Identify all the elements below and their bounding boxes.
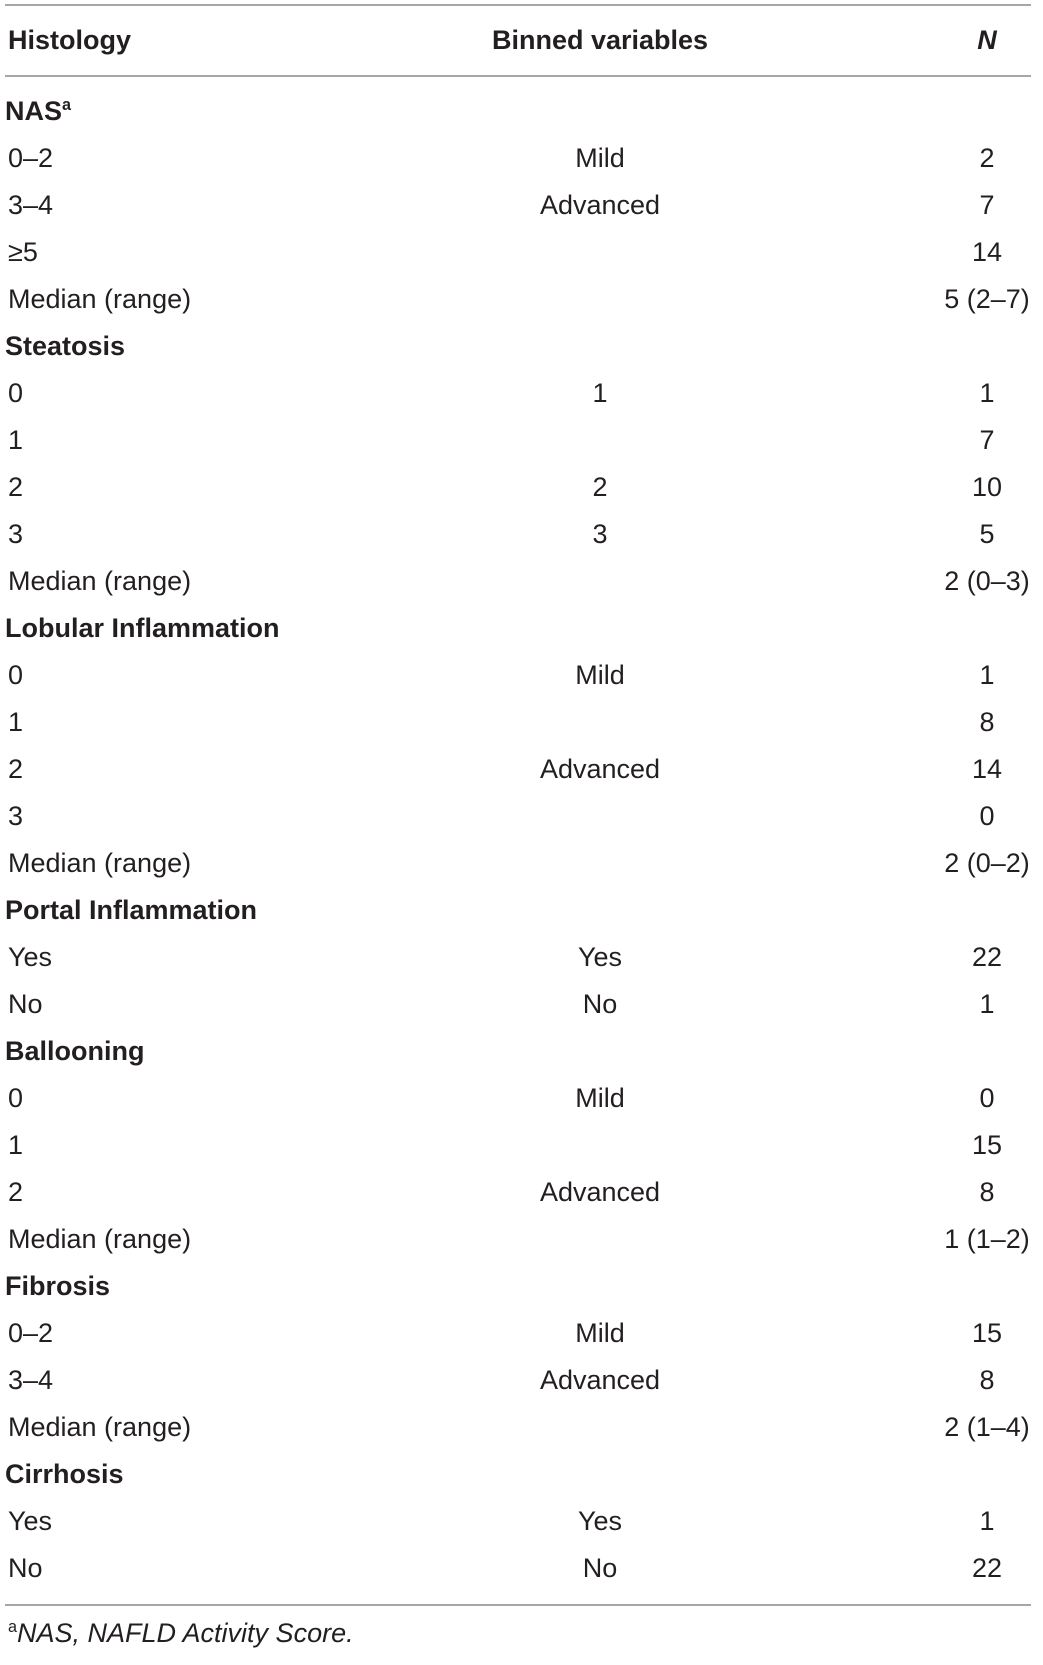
table-header-row xyxy=(0,6,1043,75)
table-row xyxy=(0,229,1043,276)
binned-variable-cell: Yes xyxy=(577,942,623,972)
table-row xyxy=(0,1216,1043,1263)
section-heading-row xyxy=(0,88,1043,135)
binned-variable-cell: 3 xyxy=(592,519,608,549)
n-cell: 2 (0–3) xyxy=(944,566,1030,596)
n-cell: 2 (1–4) xyxy=(944,1412,1030,1442)
n-cell: 22 xyxy=(971,1553,1003,1583)
histology-cell: 0 xyxy=(8,1083,24,1113)
table-row xyxy=(0,370,1043,417)
section-title-cell xyxy=(5,605,280,652)
table-row xyxy=(0,1122,1043,1169)
section-title-cell xyxy=(5,1451,124,1498)
section-title-footnote-marker: a xyxy=(62,96,72,114)
histology-cell: 3 xyxy=(8,801,24,831)
n-cell: 0 xyxy=(979,1083,995,1113)
binned-variable-cell: Mild xyxy=(575,1318,625,1348)
table-row xyxy=(0,840,1043,887)
bottom-rule xyxy=(5,1604,1031,1606)
footnote xyxy=(8,1612,354,1654)
n-cell: 0 xyxy=(979,801,995,831)
table-row xyxy=(0,464,1043,511)
histology-cell: 2 xyxy=(8,1177,24,1207)
table-row xyxy=(0,981,1043,1028)
histology-cell: 2 xyxy=(8,472,24,502)
n-cell: 15 xyxy=(971,1130,1003,1160)
histology-cell: Median (range) xyxy=(8,284,192,314)
section-title-cell xyxy=(5,1263,110,1310)
binned-variable-cell: Advanced xyxy=(539,754,661,784)
binned-variable-cell: Advanced xyxy=(539,1177,661,1207)
histology-cell: No xyxy=(8,1553,43,1583)
section-title-cell xyxy=(5,88,71,135)
binned-variable-cell: Yes xyxy=(577,1506,623,1536)
footnote-text: NAS, NAFLD Activity Score. xyxy=(17,1618,354,1648)
n-cell: 1 xyxy=(979,1506,995,1536)
section-heading-row xyxy=(0,1451,1043,1498)
binned-variable-cell: No xyxy=(582,989,618,1019)
header-binned-variables: Binned variables xyxy=(491,25,709,55)
table-row xyxy=(0,746,1043,793)
n-cell: 1 xyxy=(979,378,995,408)
histology-cell: 1 xyxy=(8,1130,24,1160)
section-title: Fibrosis xyxy=(5,1271,111,1301)
table-row xyxy=(0,1498,1043,1545)
histology-cell: 1 xyxy=(8,707,24,737)
binned-variable-cell: Mild xyxy=(575,1083,625,1113)
histology-cell: No xyxy=(8,989,43,1019)
table-row xyxy=(0,699,1043,746)
histology-cell: Yes xyxy=(8,1506,53,1536)
section-title: Ballooning xyxy=(5,1036,145,1066)
histology-cell: ≥5 xyxy=(8,237,38,267)
table-row xyxy=(0,934,1043,981)
section-title: Cirrhosis xyxy=(5,1459,124,1489)
section-title: NAS xyxy=(5,96,63,126)
n-cell: 1 (1–2) xyxy=(944,1224,1030,1254)
binned-variable-cell: No xyxy=(582,1553,618,1583)
table-row xyxy=(0,793,1043,840)
n-cell: 10 xyxy=(971,472,1003,502)
table-row xyxy=(0,417,1043,464)
n-cell: 1 xyxy=(979,989,995,1019)
histology-cell: Yes xyxy=(8,942,53,972)
header-histology: Histology xyxy=(8,25,132,55)
histology-cell: 3–4 xyxy=(8,1365,54,1395)
table-row xyxy=(0,135,1043,182)
histology-cell: 3–4 xyxy=(8,190,54,220)
histology-cell: Median (range) xyxy=(8,1224,192,1254)
table-row xyxy=(0,1404,1043,1451)
histology-cell: Median (range) xyxy=(8,566,192,596)
section-heading-row xyxy=(0,605,1043,652)
section-title: Steatosis xyxy=(5,331,126,361)
n-cell: 5 xyxy=(979,519,995,549)
header-n: N xyxy=(977,25,997,55)
histology-cell: 1 xyxy=(8,425,24,455)
n-cell: 8 xyxy=(979,1177,995,1207)
section-title: Portal Inflammation xyxy=(5,895,258,925)
n-cell: 5 (2–7) xyxy=(944,284,1030,314)
histology-cell: 0 xyxy=(8,660,24,690)
table-row xyxy=(0,182,1043,229)
n-cell: 7 xyxy=(979,190,995,220)
n-cell: 8 xyxy=(979,1365,995,1395)
section-heading-row xyxy=(0,887,1043,934)
n-cell: 14 xyxy=(971,754,1003,784)
n-cell: 22 xyxy=(971,942,1003,972)
binned-variable-cell: 2 xyxy=(592,472,608,502)
table-body xyxy=(0,88,1043,1592)
n-cell: 1 xyxy=(979,660,995,690)
section-heading-row xyxy=(0,323,1043,370)
table-row xyxy=(0,1310,1043,1357)
table-row xyxy=(0,276,1043,323)
section-title-cell xyxy=(5,887,257,934)
binned-variable-cell: 1 xyxy=(592,378,608,408)
binned-variable-cell: Advanced xyxy=(539,1365,661,1395)
n-cell: 7 xyxy=(979,425,995,455)
histology-cell: 2 xyxy=(8,754,24,784)
histology-cell: 0–2 xyxy=(8,1318,54,1348)
table-row xyxy=(0,652,1043,699)
histology-cell: Median (range) xyxy=(8,848,192,878)
header-rule xyxy=(5,75,1031,77)
section-heading-row xyxy=(0,1263,1043,1310)
n-cell: 14 xyxy=(971,237,1003,267)
binned-variable-cell: Mild xyxy=(575,143,625,173)
table-row xyxy=(0,511,1043,558)
section-title-cell xyxy=(5,323,125,370)
section-title-cell xyxy=(5,1028,144,1075)
table-row xyxy=(0,558,1043,605)
section-heading-row xyxy=(0,1028,1043,1075)
section-title: Lobular Inflammation xyxy=(5,613,280,643)
n-cell: 8 xyxy=(979,707,995,737)
histology-cell: 0 xyxy=(8,378,24,408)
n-cell: 15 xyxy=(971,1318,1003,1348)
histology-cell: Median (range) xyxy=(8,1412,192,1442)
table-row xyxy=(0,1357,1043,1404)
binned-variable-cell: Advanced xyxy=(539,190,661,220)
table-row xyxy=(0,1169,1043,1216)
histology-cell: 3 xyxy=(8,519,24,549)
table-row xyxy=(0,1545,1043,1592)
footnote-marker: a xyxy=(8,1618,18,1636)
binned-variable-cell: Mild xyxy=(575,660,625,690)
histology-cell: 0–2 xyxy=(8,143,54,173)
n-cell: 2 xyxy=(979,143,995,173)
table-row xyxy=(0,1075,1043,1122)
n-cell: 2 (0–2) xyxy=(944,848,1030,878)
